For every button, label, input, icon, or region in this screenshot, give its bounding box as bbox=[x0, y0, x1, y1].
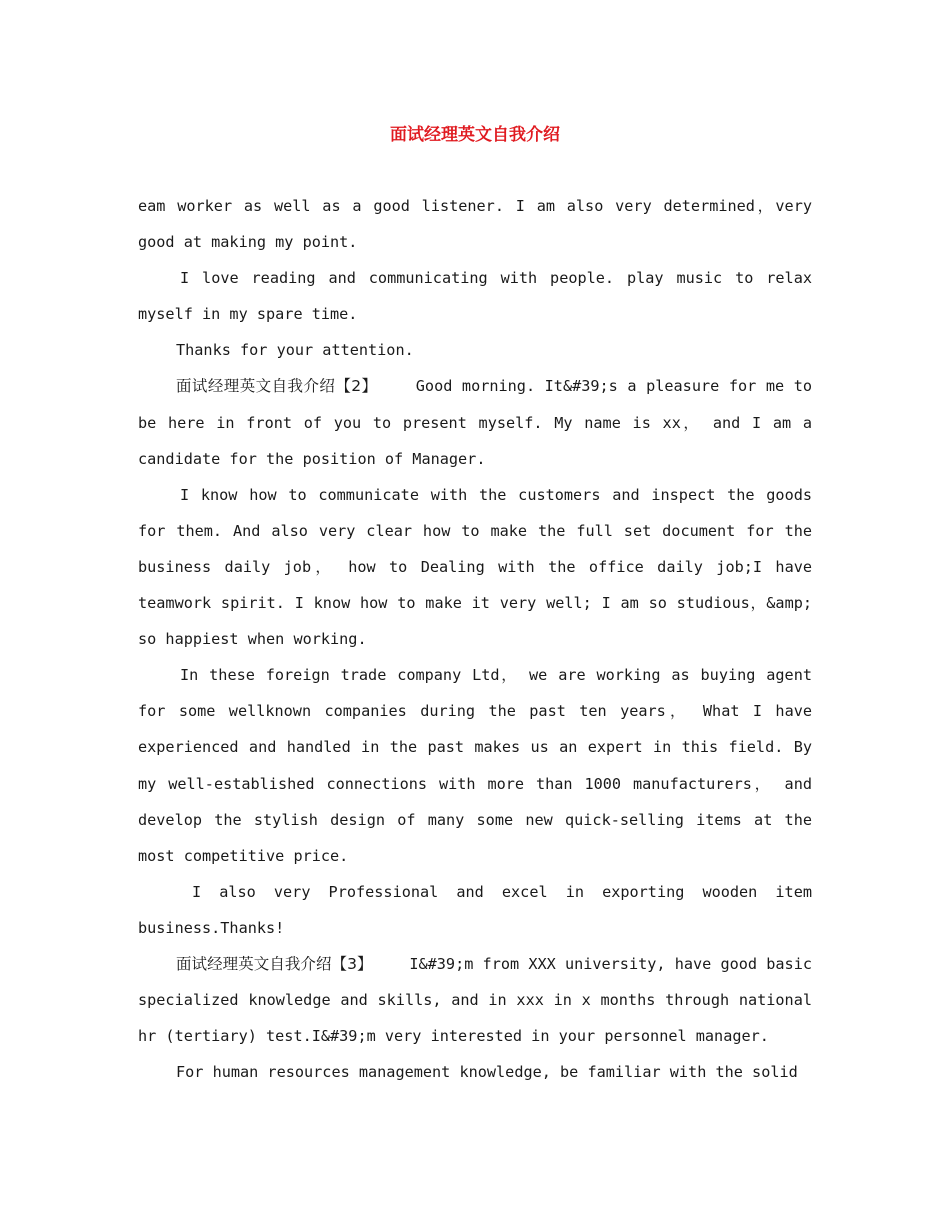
document-body bbox=[138, 188, 822, 1090]
paragraph bbox=[138, 332, 812, 368]
paragraph-text: I&#39;m from XXX university, have good basic specialized knowledge and skills, and in xxx in x months through national hr (tertiary) test.I&#39;m very interested in your personnel manager. bbox=[138, 954, 822, 1046]
paragraph bbox=[138, 368, 822, 476]
paragraph-text: Good morning. It&#39;s a pleasure for me to be here in front of you to present myself. My name is xx， and I am a candidate for the position of Manager. bbox=[138, 377, 822, 468]
paragraph-text: In these foreign trade company Ltd， we are working as buying agent for some wellknown companies during the past ten years， What I have experienced and handled in the past makes us an expert in this field. By my well-established connections with more than 1000 manufacturers， and develop the stylish design of many some new quick-selling items at the most competitive price. bbox=[138, 666, 812, 865]
paragraph-text: For human resources management knowledge, be familiar with the solid bbox=[176, 1063, 798, 1082]
paragraph bbox=[138, 1054, 812, 1090]
page-title: 面试经理英文自我介绍 bbox=[390, 125, 560, 145]
paragraph-text: I also very Professional and excel in exporting wooden item business.Thanks! bbox=[138, 882, 812, 937]
paragraph bbox=[138, 260, 812, 332]
paragraph-text: eam worker as well as a good listener. I am also very determined，very good at making my point. bbox=[138, 197, 812, 252]
paragraph bbox=[138, 188, 812, 260]
section-heading: 面试经理英文自我介绍【3】 bbox=[176, 954, 373, 973]
paragraph bbox=[138, 874, 812, 946]
paragraph bbox=[138, 657, 812, 874]
section-heading: 面试经理英文自我介绍【2】 bbox=[176, 377, 378, 396]
paragraph bbox=[138, 946, 822, 1054]
paragraph-text: Thanks for your attention. bbox=[176, 341, 414, 360]
paragraph-text: I love reading and communicating with people. play music to relax myself in my spare time. bbox=[138, 269, 812, 324]
paragraph-text: I know how to communicate with the customers and inspect the goods for them. And also very clear how to make the full set document for the business daily job， how to Dealing with the office daily job;I have teamwork spirit. I know how to make it very well; I am so studious，&amp; so happiest when working. bbox=[138, 485, 812, 649]
paragraph bbox=[138, 477, 812, 657]
